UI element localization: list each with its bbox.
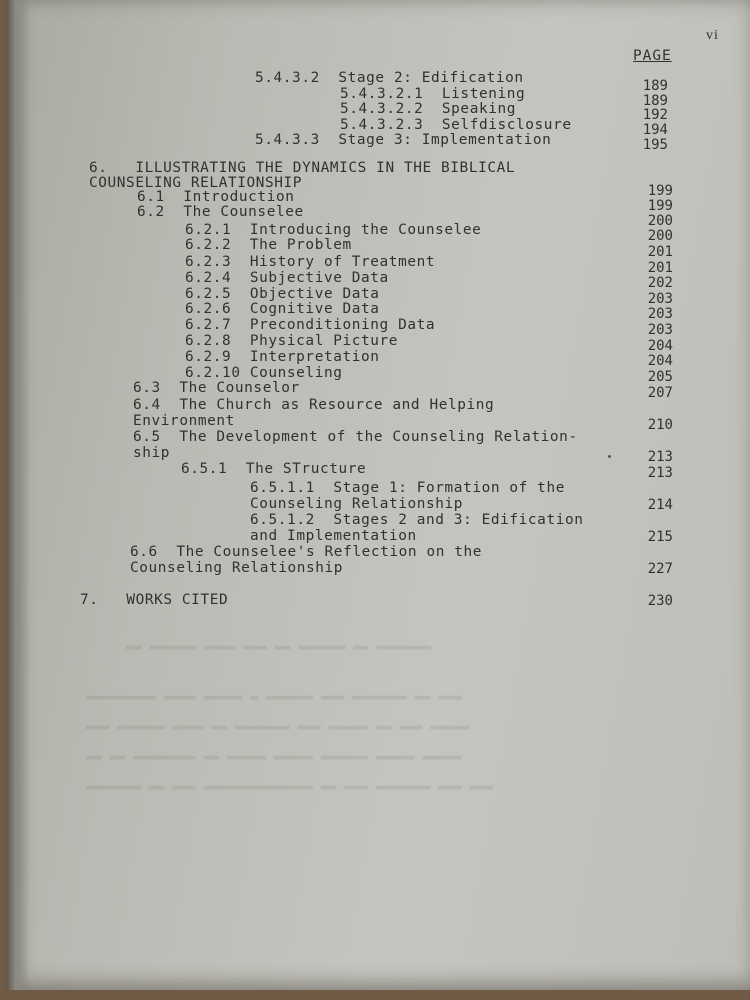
toc-page-number: 199 — [647, 198, 673, 214]
toc-entry: 5.4.3.2.1 Listening — [340, 86, 526, 102]
toc-entry: 5.4.3.3 Stage 3: Implementation — [255, 132, 552, 148]
toc-entry: 6.2.1 Introducing the Counselee — [185, 222, 482, 238]
toc-page-number: 199 — [647, 183, 673, 199]
toc-page-number: 192 — [642, 107, 668, 123]
document-page — [6, 0, 750, 990]
toc-page-number: 210 — [647, 417, 673, 433]
toc-page-number: 189 — [642, 93, 668, 109]
toc-entry: 6.2.7 Preconditioning Data — [185, 317, 436, 333]
bleed-through-texture: ▬▬▬▬▬▬▬ ▬▬ ▬▬▬ ▬▬▬▬▬▬▬▬▬▬▬▬▬▬ ▬▬ ▬▬▬ ▬▬▬▬▬▬▬ ▬▬▬ ▬▬▬ — [86, 780, 493, 795]
toc-entry: and Implementation — [250, 528, 417, 544]
toc-entry: 6.2.2 The Problem — [185, 237, 352, 253]
toc-entry: 6.2.3 History of Treatment — [185, 254, 436, 270]
toc-entry: 5.4.3.2 Stage 2: Edification — [255, 70, 524, 86]
toc-entry: 6.2.6 Cognitive Data — [185, 301, 380, 317]
toc-page-number: 207 — [647, 385, 673, 401]
toc-page-number: 189 — [642, 78, 668, 94]
toc-page-number: 201 — [647, 260, 673, 276]
toc-page-number: 203 — [647, 306, 673, 322]
toc-page-number: 214 — [647, 497, 673, 513]
toc-page-number: 201 — [647, 244, 673, 260]
page-binding-shadow — [6, 0, 30, 990]
toc-entry: 6.2.9 Interpretation — [185, 349, 380, 365]
toc-page-number: 227 — [647, 561, 673, 577]
toc-page-number: 202 — [647, 275, 673, 291]
toc-entry: 5.4.3.2.2 Speaking — [340, 101, 517, 117]
toc-page-number: 203 — [647, 322, 673, 338]
bleed-through-texture: ▬▬▬ ▬▬▬▬▬▬ ▬▬▬▬ ▬▬ ▬▬▬▬▬▬▬ ▬▬▬ ▬▬▬▬▬ ▬▬ ▬▬▬ ▬▬▬▬▬ — [86, 720, 470, 735]
toc-entry: Counseling Relationship — [130, 560, 344, 576]
toc-entry: 6.1 Introduction — [137, 189, 295, 205]
toc-entry: 6.6 The Counselee's Reflection on the — [130, 544, 483, 560]
toc-entry: 6.4 The Church as Resource and Helping — [133, 397, 495, 413]
toc-page-number: 230 — [647, 593, 673, 609]
toc-page-number: 215 — [647, 529, 673, 545]
toc-entry: 6. ILLUSTRATING THE DYNAMICS IN THE BIBLICAL — [89, 160, 516, 176]
toc-entry: 6.2 The Counselee — [137, 204, 304, 220]
toc-entry: 6.5.1.2 Stages 2 and 3: Edification — [250, 512, 584, 528]
stray-mark — [608, 455, 611, 458]
toc-page-number: 195 — [642, 137, 668, 153]
toc-page-number: 213 — [647, 449, 673, 465]
toc-entry: 6.5.1 The STructure — [181, 461, 367, 477]
bleed-through-texture: ▬▬▬▬▬▬▬▬▬ ▬▬▬▬ ▬▬▬▬▬ ▬ ▬▬▬▬▬▬ ▬▬▬ ▬▬▬▬▬▬▬ ▬▬ ▬▬▬ — [86, 690, 462, 705]
toc-entry: Environment — [133, 413, 235, 429]
toc-page-number: 194 — [642, 122, 668, 138]
toc-page-number: 200 — [647, 213, 673, 229]
toc-page-number: 204 — [647, 353, 673, 369]
toc-page-number: 203 — [647, 291, 673, 307]
toc-entry: 6.5.1.1 Stage 1: Formation of the — [250, 480, 565, 496]
page-column-heading: PAGE — [633, 48, 672, 64]
bleed-through-texture: ▬▬ ▬▬ ▬▬▬▬▬▬▬▬ ▬▬ ▬▬▬▬▬ ▬▬▬▬▬ ▬▬▬▬▬▬ ▬▬▬▬▬ ▬▬▬▬▬ — [86, 750, 462, 765]
toc-entry: 6.5 The Development of the Counseling Relation- — [133, 429, 578, 445]
toc-page-number: 204 — [647, 338, 673, 354]
toc-entry: COUNSELING RELATIONSHIP — [89, 175, 303, 191]
toc-page-number: 205 — [647, 369, 673, 385]
toc-entry: 6.2.8 Physical Picture — [185, 333, 399, 349]
toc-entry: 6.3 The Counselor — [133, 380, 300, 396]
toc-entry: 6.2.10 Counseling — [185, 365, 343, 381]
toc-entry: Counseling Relationship — [250, 496, 464, 512]
toc-page-number: 213 — [647, 465, 673, 481]
toc-entry: 6.2.4 Subjective Data — [185, 270, 389, 286]
page-number: vi — [706, 28, 719, 43]
toc-entry: 5.4.3.2.3 Selfdisclosure — [340, 117, 572, 133]
toc-entry: 6.2.5 Objective Data — [185, 286, 380, 302]
toc-entry: 7. WORKS CITED — [80, 592, 229, 608]
toc-entry: ship — [133, 445, 171, 461]
toc-page-number: 200 — [647, 228, 673, 244]
bleed-through-texture: ▬▬ ▬▬▬▬▬▬ ▬▬▬▬ ▬▬▬ ▬▬ ▬▬▬▬▬▬ ▬▬ ▬▬▬▬▬▬▬ — [126, 640, 432, 655]
